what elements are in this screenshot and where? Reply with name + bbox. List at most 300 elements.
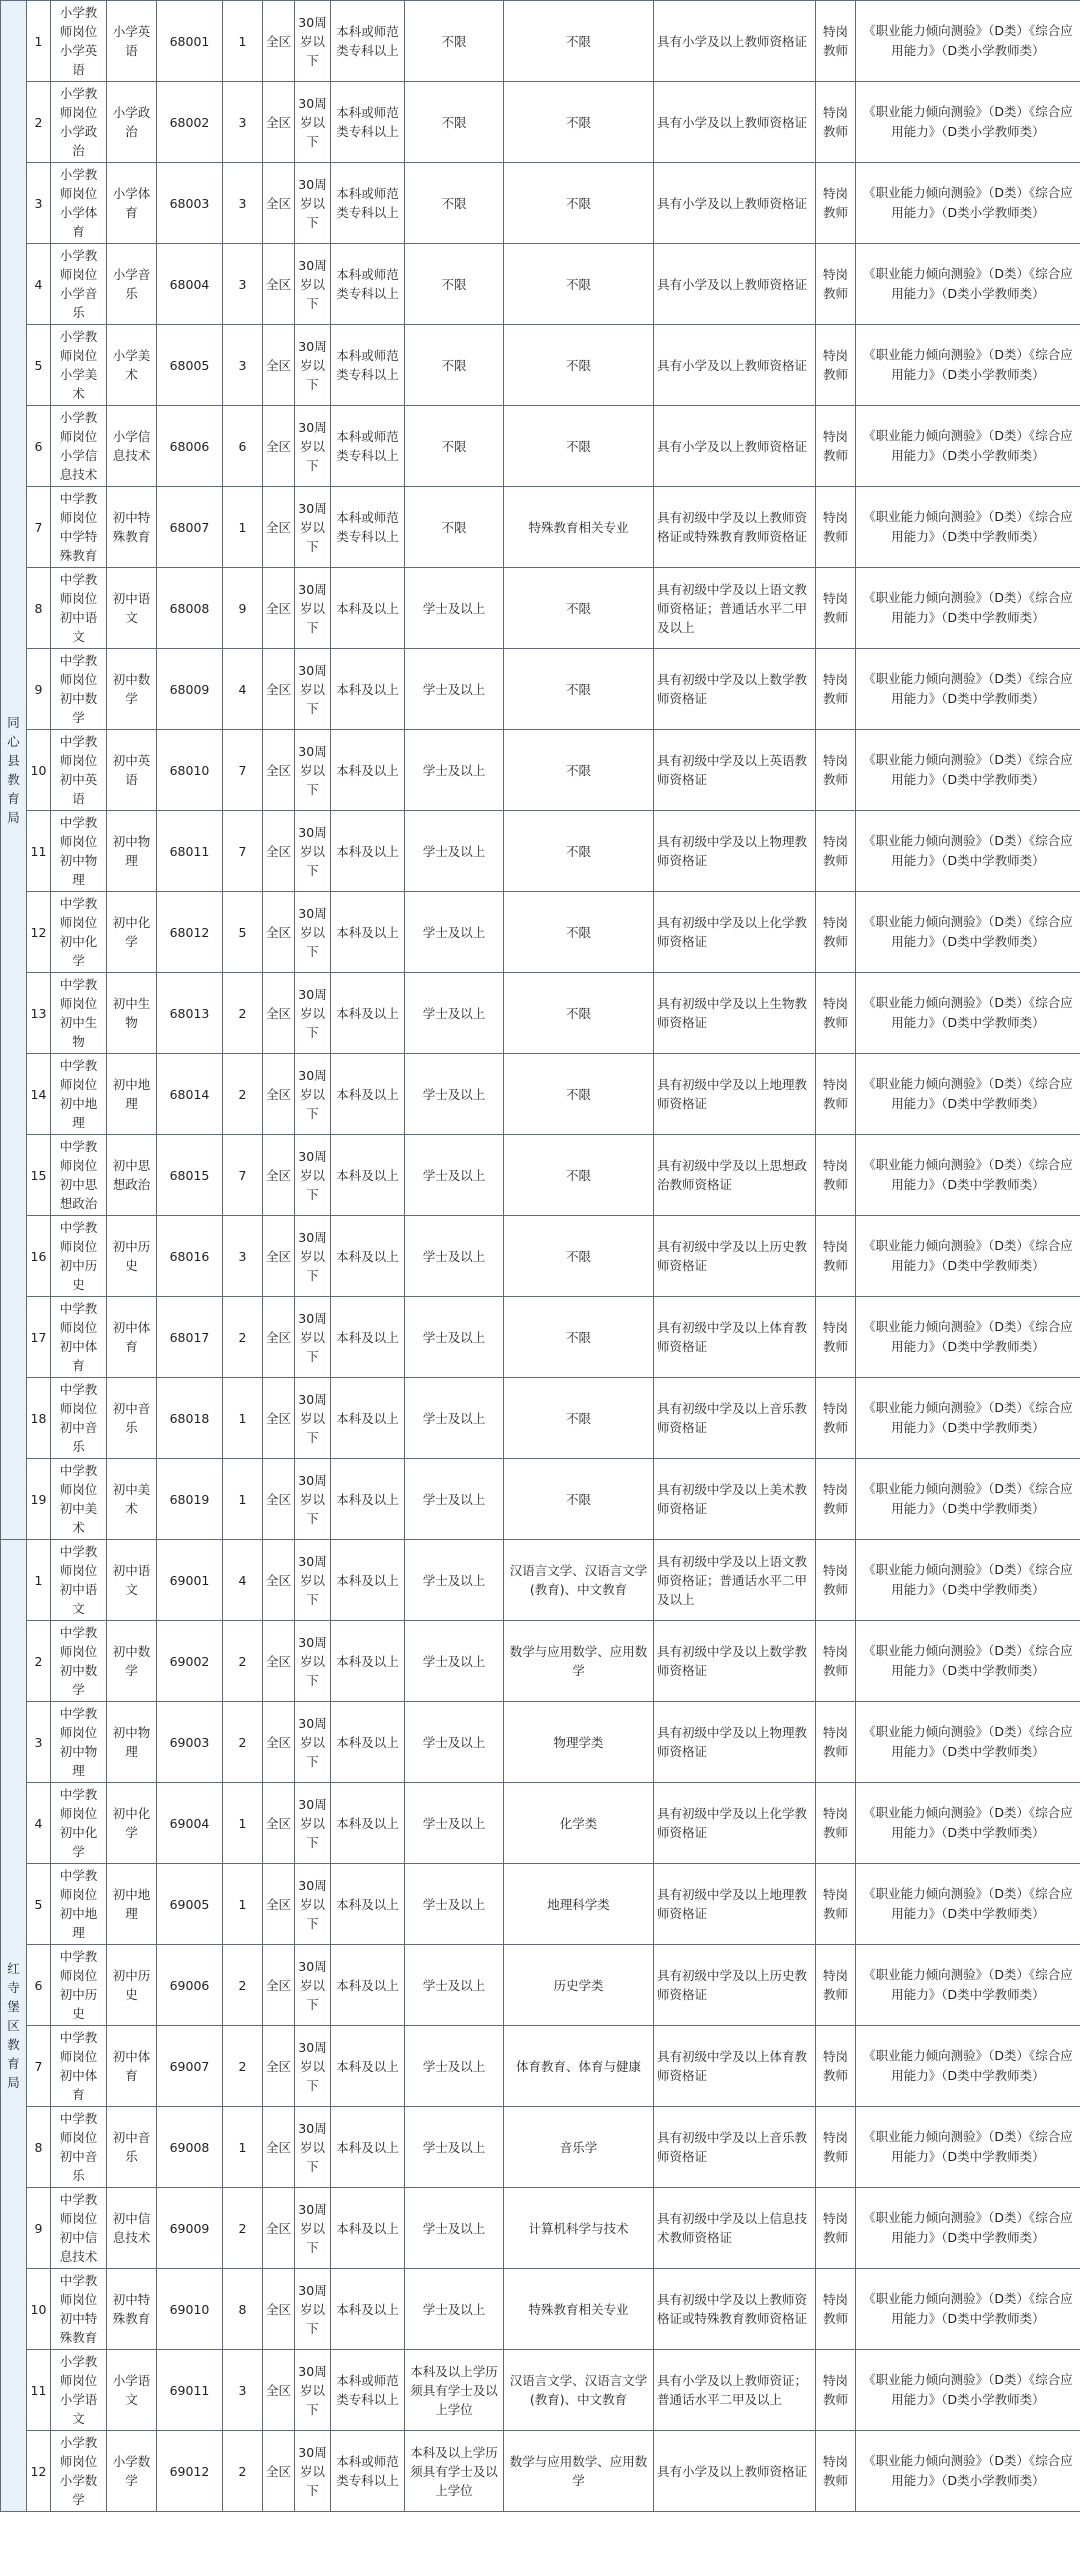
cell-type: 特岗教师	[816, 2188, 856, 2269]
cell-count: 1	[223, 1378, 263, 1459]
cell-scope: 全区	[263, 1783, 295, 1864]
cell-age: 30周岁以下	[295, 1378, 331, 1459]
cell-subject: 初中信息技术	[107, 2188, 157, 2269]
cell-exam: 《职业能力倾向测验》（D类）《综合应用能力》（D类小学教师类）	[856, 2431, 1080, 2512]
cell-major: 计算机科学与技术	[504, 2188, 654, 2269]
cell-type: 特岗教师	[816, 2269, 856, 2350]
cell-exam: 《职业能力倾向测验》（D类）《综合应用能力》（D类中学教师类）	[856, 892, 1080, 973]
cell-subject: 初中美术	[107, 1459, 157, 1540]
cell-edu: 本科及以上	[331, 1054, 405, 1135]
cell-subject: 小学数学	[107, 2431, 157, 2512]
cell-age: 30周岁以下	[295, 82, 331, 163]
cell-post: 中学教师岗位初中物理	[51, 811, 107, 892]
cell-degree: 不限	[405, 325, 504, 406]
cell-no: 19	[27, 1459, 51, 1540]
cell-exam: 《职业能力倾向测验》（D类）《综合应用能力》（D类中学教师类）	[856, 568, 1080, 649]
cell-type: 特岗教师	[816, 1702, 856, 1783]
cell-subject: 小学英语	[107, 1, 157, 82]
cell-subject: 初中历史	[107, 1945, 157, 2026]
table-row	[1, 82, 1080, 163]
cell-scope: 全区	[263, 2107, 295, 2188]
cell-type: 特岗教师	[816, 1945, 856, 2026]
cell-type: 特岗教师	[816, 406, 856, 487]
table-row	[1, 244, 1080, 325]
cell-subject: 初中语文	[107, 1540, 157, 1621]
cell-code: 68014	[157, 1054, 223, 1135]
cell-major: 不限	[504, 568, 654, 649]
table-row	[1, 1216, 1080, 1297]
cell-no: 8	[27, 2107, 51, 2188]
cell-scope: 全区	[263, 1054, 295, 1135]
cell-post: 中学教师岗位初中语文	[51, 568, 107, 649]
cell-degree: 学士及以上	[405, 2107, 504, 2188]
cell-code: 68007	[157, 487, 223, 568]
cell-major: 地理科学类	[504, 1864, 654, 1945]
cell-no: 4	[27, 244, 51, 325]
cell-post: 中学教师岗位初中化学	[51, 892, 107, 973]
cell-code: 68005	[157, 325, 223, 406]
cell-degree: 学士及以上	[405, 2188, 504, 2269]
cell-type: 特岗教师	[816, 82, 856, 163]
cell-type: 特岗教师	[816, 1054, 856, 1135]
cell-edu: 本科及以上	[331, 1216, 405, 1297]
cell-type: 特岗教师	[816, 811, 856, 892]
cell-post: 小学教师岗位小学信息技术	[51, 406, 107, 487]
cell-subject: 小学语文	[107, 2350, 157, 2431]
cell-major: 体育教育、体育与健康	[504, 2026, 654, 2107]
cell-scope: 全区	[263, 1621, 295, 1702]
cell-edu: 本科及以上	[331, 568, 405, 649]
cell-code: 68016	[157, 1216, 223, 1297]
cell-type: 特岗教师	[816, 2431, 856, 2512]
cell-degree: 学士及以上	[405, 1216, 504, 1297]
cell-post: 中学教师岗位初中物理	[51, 1702, 107, 1783]
cell-subject: 初中英语	[107, 730, 157, 811]
cell-post: 中学教师岗位初中体育	[51, 2026, 107, 2107]
cell-age: 30周岁以下	[295, 487, 331, 568]
table-row	[1, 1378, 1080, 1459]
cell-type: 特岗教师	[816, 1216, 856, 1297]
cell-scope: 全区	[263, 1702, 295, 1783]
cell-post: 中学教师岗位初中数学	[51, 649, 107, 730]
cell-post: 中学教师岗位初中思想政治	[51, 1135, 107, 1216]
cell-count: 2	[223, 1054, 263, 1135]
cell-major: 历史学类	[504, 1945, 654, 2026]
cell-count: 2	[223, 1297, 263, 1378]
cell-major: 物理学类	[504, 1702, 654, 1783]
cell-subject: 初中音乐	[107, 1378, 157, 1459]
cell-exam: 《职业能力倾向测验》（D类）《综合应用能力》（D类小学教师类）	[856, 1, 1080, 82]
cell-exam: 《职业能力倾向测验》（D类）《综合应用能力》（D类中学教师类）	[856, 1297, 1080, 1378]
cell-degree: 学士及以上	[405, 811, 504, 892]
cell-degree: 学士及以上	[405, 2026, 504, 2107]
cell-count: 3	[223, 325, 263, 406]
cell-scope: 全区	[263, 1864, 295, 1945]
cell-type: 特岗教师	[816, 325, 856, 406]
cell-age: 30周岁以下	[295, 1864, 331, 1945]
cell-post: 中学教师岗位初中化学	[51, 1783, 107, 1864]
cell-major: 音乐学	[504, 2107, 654, 2188]
cell-major: 不限	[504, 1, 654, 82]
cell-cert: 具有初级中学及以上地理教师资格证	[654, 1864, 816, 1945]
cell-no: 17	[27, 1297, 51, 1378]
cell-code: 68009	[157, 649, 223, 730]
cell-exam: 《职业能力倾向测验》（D类）《综合应用能力》（D类中学教师类）	[856, 730, 1080, 811]
cell-scope: 全区	[263, 568, 295, 649]
cell-cert: 具有初级中学及以上音乐教师资格证	[654, 1378, 816, 1459]
cell-age: 30周岁以下	[295, 325, 331, 406]
cell-degree: 不限	[405, 1, 504, 82]
cell-edu: 本科或师范类专科以上	[331, 406, 405, 487]
cell-no: 9	[27, 649, 51, 730]
cell-scope: 全区	[263, 82, 295, 163]
cell-no: 12	[27, 2431, 51, 2512]
cell-edu: 本科及以上	[331, 1297, 405, 1378]
cell-no: 15	[27, 1135, 51, 1216]
cell-scope: 全区	[263, 2026, 295, 2107]
cell-edu: 本科及以上	[331, 1378, 405, 1459]
cell-no: 9	[27, 2188, 51, 2269]
cell-age: 30周岁以下	[295, 2188, 331, 2269]
cell-edu: 本科及以上	[331, 1621, 405, 1702]
cell-exam: 《职业能力倾向测验》（D类）《综合应用能力》（D类中学教师类）	[856, 1378, 1080, 1459]
unit-name-cell: 同心县教育局	[1, 1, 27, 1540]
cell-scope: 全区	[263, 2269, 295, 2350]
cell-exam: 《职业能力倾向测验》（D类）《综合应用能力》（D类中学教师类）	[856, 2188, 1080, 2269]
cell-count: 5	[223, 892, 263, 973]
cell-edu: 本科及以上	[331, 730, 405, 811]
table-row	[1, 892, 1080, 973]
cell-major: 不限	[504, 163, 654, 244]
cell-subject: 初中历史	[107, 1216, 157, 1297]
cell-no: 5	[27, 325, 51, 406]
cell-edu: 本科或师范类专科以上	[331, 1, 405, 82]
cell-scope: 全区	[263, 2188, 295, 2269]
cell-edu: 本科及以上	[331, 1540, 405, 1621]
cell-code: 68012	[157, 892, 223, 973]
table-row	[1, 1621, 1080, 1702]
cell-degree: 学士及以上	[405, 1135, 504, 1216]
cell-code: 68010	[157, 730, 223, 811]
cell-degree: 学士及以上	[405, 892, 504, 973]
cell-scope: 全区	[263, 1945, 295, 2026]
cell-degree: 学士及以上	[405, 649, 504, 730]
cell-count: 9	[223, 568, 263, 649]
cell-edu: 本科及以上	[331, 1135, 405, 1216]
cell-subject: 初中生物	[107, 973, 157, 1054]
cell-age: 30周岁以下	[295, 1621, 331, 1702]
cell-scope: 全区	[263, 163, 295, 244]
cell-count: 3	[223, 1216, 263, 1297]
cell-post: 小学教师岗位小学英语	[51, 1, 107, 82]
cell-count: 7	[223, 811, 263, 892]
cell-cert: 具有初级中学及以上物理教师资格证	[654, 1702, 816, 1783]
cell-age: 30周岁以下	[295, 1297, 331, 1378]
table-row	[1, 163, 1080, 244]
cell-degree: 学士及以上	[405, 1054, 504, 1135]
cell-no: 11	[27, 811, 51, 892]
cell-type: 特岗教师	[816, 487, 856, 568]
cell-scope: 全区	[263, 1135, 295, 1216]
cell-count: 3	[223, 163, 263, 244]
cell-scope: 全区	[263, 892, 295, 973]
cell-exam: 《职业能力倾向测验》（D类）《综合应用能力》（D类中学教师类）	[856, 1540, 1080, 1621]
cell-edu: 本科或师范类专科以上	[331, 82, 405, 163]
cell-degree: 学士及以上	[405, 1945, 504, 2026]
cell-no: 5	[27, 1864, 51, 1945]
cell-exam: 《职业能力倾向测验》（D类）《综合应用能力》（D类中学教师类）	[856, 811, 1080, 892]
cell-post: 中学教师岗位初中生物	[51, 973, 107, 1054]
unit-name-cell: 红寺堡区教育局	[1, 1540, 27, 2512]
table-row	[1, 2269, 1080, 2350]
cell-edu: 本科或师范类专科以上	[331, 244, 405, 325]
cell-subject: 初中化学	[107, 1783, 157, 1864]
cell-no: 2	[27, 1621, 51, 1702]
cell-major: 不限	[504, 82, 654, 163]
cell-edu: 本科或师范类专科以上	[331, 325, 405, 406]
cell-no: 2	[27, 82, 51, 163]
cell-major: 数学与应用数学、应用数学	[504, 1621, 654, 1702]
table-row	[1, 730, 1080, 811]
cell-major: 化学类	[504, 1783, 654, 1864]
cell-cert: 具有初级中学及以上教师资格证或特殊教育教师资格证	[654, 2269, 816, 2350]
cell-major: 数学与应用数学、应用数学	[504, 2431, 654, 2512]
cell-cert: 具有初级中学及以上教师资格证或特殊教育教师资格证	[654, 487, 816, 568]
cell-degree: 学士及以上	[405, 1702, 504, 1783]
cell-exam: 《职业能力倾向测验》（D类）《综合应用能力》（D类中学教师类）	[856, 2026, 1080, 2107]
cell-type: 特岗教师	[816, 1864, 856, 1945]
cell-edu: 本科及以上	[331, 811, 405, 892]
cell-scope: 全区	[263, 1, 295, 82]
cell-code: 69003	[157, 1702, 223, 1783]
cell-degree: 学士及以上	[405, 973, 504, 1054]
cell-edu: 本科及以上	[331, 1702, 405, 1783]
cell-age: 30周岁以下	[295, 2026, 331, 2107]
cell-major: 不限	[504, 406, 654, 487]
cell-type: 特岗教师	[816, 1378, 856, 1459]
cell-cert: 具有初级中学及以上体育教师资格证	[654, 1297, 816, 1378]
table-row	[1, 1783, 1080, 1864]
cell-scope: 全区	[263, 2431, 295, 2512]
cell-code: 69006	[157, 1945, 223, 2026]
cell-count: 1	[223, 1864, 263, 1945]
cell-post: 小学教师岗位小学音乐	[51, 244, 107, 325]
cell-age: 30周岁以下	[295, 1054, 331, 1135]
cell-subject: 初中物理	[107, 1702, 157, 1783]
table-row	[1, 1054, 1080, 1135]
cell-edu: 本科及以上	[331, 1459, 405, 1540]
cell-edu: 本科及以上	[331, 2269, 405, 2350]
cell-post: 中学教师岗位初中地理	[51, 1864, 107, 1945]
cell-subject: 初中特殊教育	[107, 487, 157, 568]
cell-cert: 具有初级中学及以上信息技术教师资格证	[654, 2188, 816, 2269]
cell-scope: 全区	[263, 811, 295, 892]
cell-age: 30周岁以下	[295, 649, 331, 730]
cell-edu: 本科或师范类专科以上	[331, 2350, 405, 2431]
cell-count: 1	[223, 1783, 263, 1864]
cell-code: 68004	[157, 244, 223, 325]
cell-no: 3	[27, 163, 51, 244]
cell-code: 68008	[157, 568, 223, 649]
cell-exam: 《职业能力倾向测验》（D类）《综合应用能力》（D类中学教师类）	[856, 1135, 1080, 1216]
cell-scope: 全区	[263, 1297, 295, 1378]
cell-scope: 全区	[263, 406, 295, 487]
cell-cert: 具有初级中学及以上美术教师资格证	[654, 1459, 816, 1540]
table-row	[1, 568, 1080, 649]
cell-age: 30周岁以下	[295, 892, 331, 973]
cell-major: 不限	[504, 1378, 654, 1459]
cell-type: 特岗教师	[816, 973, 856, 1054]
cell-edu: 本科及以上	[331, 2026, 405, 2107]
cell-count: 2	[223, 2026, 263, 2107]
cell-count: 1	[223, 2107, 263, 2188]
cell-exam: 《职业能力倾向测验》（D类）《综合应用能力》（D类中学教师类）	[856, 487, 1080, 568]
table-row	[1, 406, 1080, 487]
cell-edu: 本科及以上	[331, 892, 405, 973]
cell-degree: 不限	[405, 406, 504, 487]
cell-count: 1	[223, 1459, 263, 1540]
table-row	[1, 973, 1080, 1054]
cell-code: 68011	[157, 811, 223, 892]
cell-major: 不限	[504, 649, 654, 730]
cell-count: 4	[223, 649, 263, 730]
cell-no: 14	[27, 1054, 51, 1135]
cell-subject: 初中体育	[107, 2026, 157, 2107]
cell-no: 3	[27, 1702, 51, 1783]
cell-count: 3	[223, 82, 263, 163]
cell-code: 68003	[157, 163, 223, 244]
cell-count: 8	[223, 2269, 263, 2350]
cell-code: 69012	[157, 2431, 223, 2512]
cell-subject: 初中地理	[107, 1864, 157, 1945]
cell-age: 30周岁以下	[295, 2431, 331, 2512]
cell-post: 中学教师岗位初中美术	[51, 1459, 107, 1540]
cell-post: 中学教师岗位初中音乐	[51, 2107, 107, 2188]
table-row	[1, 1702, 1080, 1783]
cell-subject: 初中地理	[107, 1054, 157, 1135]
cell-cert: 具有初级中学及以上物理教师资格证	[654, 811, 816, 892]
cell-code: 69004	[157, 1783, 223, 1864]
cell-no: 16	[27, 1216, 51, 1297]
cell-age: 30周岁以下	[295, 406, 331, 487]
cell-type: 特岗教师	[816, 892, 856, 973]
cell-post: 小学教师岗位小学美术	[51, 325, 107, 406]
cell-cert: 具有初级中学及以上化学教师资格证	[654, 892, 816, 973]
cell-code: 68017	[157, 1297, 223, 1378]
cell-age: 30周岁以下	[295, 1135, 331, 1216]
table-row	[1, 1945, 1080, 2026]
cell-no: 12	[27, 892, 51, 973]
cell-cert: 具有小学及以上教师资证；普通话水平二甲及以上	[654, 2350, 816, 2431]
cell-code: 69011	[157, 2350, 223, 2431]
cell-cert: 具有小学及以上教师资格证	[654, 244, 816, 325]
cell-count: 2	[223, 973, 263, 1054]
cell-degree: 不限	[405, 163, 504, 244]
cell-major: 不限	[504, 325, 654, 406]
cell-post: 中学教师岗位初中历史	[51, 1216, 107, 1297]
cell-major: 不限	[504, 1216, 654, 1297]
cell-post: 中学教师岗位初中信息技术	[51, 2188, 107, 2269]
cell-subject: 初中数学	[107, 1621, 157, 1702]
cell-scope: 全区	[263, 1216, 295, 1297]
cell-age: 30周岁以下	[295, 2107, 331, 2188]
cell-edu: 本科及以上	[331, 1945, 405, 2026]
cell-cert: 具有初级中学及以上语文教师资格证；普通话水平二甲及以上	[654, 568, 816, 649]
cell-code: 69008	[157, 2107, 223, 2188]
cell-count: 3	[223, 244, 263, 325]
cell-cert: 具有初级中学及以上数学教师资格证	[654, 649, 816, 730]
cell-degree: 学士及以上	[405, 2269, 504, 2350]
cell-type: 特岗教师	[816, 2350, 856, 2431]
cell-subject: 小学音乐	[107, 244, 157, 325]
cell-post: 中学教师岗位初中体育	[51, 1297, 107, 1378]
cell-subject: 小学信息技术	[107, 406, 157, 487]
cell-count: 2	[223, 1621, 263, 1702]
cell-type: 特岗教师	[816, 163, 856, 244]
cell-code: 68002	[157, 82, 223, 163]
cell-exam: 《职业能力倾向测验》（D类）《综合应用能力》（D类中学教师类）	[856, 1702, 1080, 1783]
cell-edu: 本科或师范类专科以上	[331, 487, 405, 568]
cell-subject: 初中数学	[107, 649, 157, 730]
cell-major: 不限	[504, 1297, 654, 1378]
cell-scope: 全区	[263, 1459, 295, 1540]
cell-degree: 学士及以上	[405, 730, 504, 811]
cell-cert: 具有小学及以上教师资格证	[654, 1, 816, 82]
cell-count: 2	[223, 2431, 263, 2512]
cell-cert: 具有初级中学及以上数学教师资格证	[654, 1621, 816, 1702]
cell-major: 不限	[504, 1054, 654, 1135]
cell-code: 68015	[157, 1135, 223, 1216]
table-row	[1, 2431, 1080, 2512]
cell-major: 特殊教育相关专业	[504, 487, 654, 568]
cell-count: 3	[223, 2350, 263, 2431]
cell-code: 69005	[157, 1864, 223, 1945]
cell-edu: 本科或师范类专科以上	[331, 163, 405, 244]
cell-no: 1	[27, 1540, 51, 1621]
cell-exam: 《职业能力倾向测验》（D类）《综合应用能力》（D类中学教师类）	[856, 1459, 1080, 1540]
cell-post: 中学教师岗位中学特殊教育	[51, 487, 107, 568]
cell-subject: 初中化学	[107, 892, 157, 973]
cell-age: 30周岁以下	[295, 244, 331, 325]
cell-cert: 具有初级中学及以上历史教师资格证	[654, 1216, 816, 1297]
cell-scope: 全区	[263, 487, 295, 568]
cell-degree: 本科及以上学历须具有学士及以上学位	[405, 2350, 504, 2431]
cell-subject: 初中思想政治	[107, 1135, 157, 1216]
cell-subject: 小学政治	[107, 82, 157, 163]
cell-no: 18	[27, 1378, 51, 1459]
table-row	[1, 1135, 1080, 1216]
cell-no: 10	[27, 730, 51, 811]
cell-age: 30周岁以下	[295, 1459, 331, 1540]
cell-type: 特岗教师	[816, 2107, 856, 2188]
cell-degree: 本科及以上学历须具有学士及以上学位	[405, 2431, 504, 2512]
cell-edu: 本科及以上	[331, 973, 405, 1054]
cell-type: 特岗教师	[816, 730, 856, 811]
cell-no: 4	[27, 1783, 51, 1864]
cell-degree: 学士及以上	[405, 1864, 504, 1945]
cell-post: 小学教师岗位小学语文	[51, 2350, 107, 2431]
cell-major: 不限	[504, 1135, 654, 1216]
cell-exam: 《职业能力倾向测验》（D类）《综合应用能力》（D类中学教师类）	[856, 1216, 1080, 1297]
cell-scope: 全区	[263, 244, 295, 325]
cell-code: 68013	[157, 973, 223, 1054]
cell-code: 68001	[157, 1, 223, 82]
cell-major: 不限	[504, 730, 654, 811]
table-row	[1, 2026, 1080, 2107]
cell-cert: 具有初级中学及以上化学教师资格证	[654, 1783, 816, 1864]
cell-edu: 本科及以上	[331, 2188, 405, 2269]
cell-major: 不限	[504, 811, 654, 892]
